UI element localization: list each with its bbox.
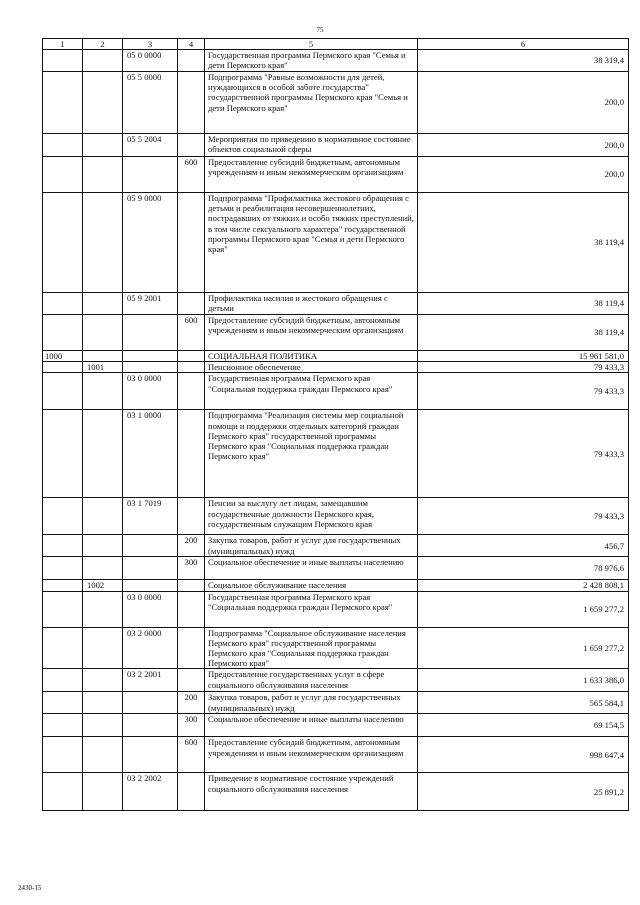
subsection-code [83, 351, 123, 362]
expense-type-code [178, 669, 205, 692]
expense-type-code [178, 193, 205, 293]
subsection-code [83, 50, 123, 72]
amount: 38 119,4 [418, 193, 629, 293]
target-article-code: 05 9 2001 [123, 293, 178, 315]
subsection-code [83, 293, 123, 315]
section-code [43, 373, 83, 410]
expense-type-code: 600 [178, 157, 205, 193]
target-article-code [123, 535, 178, 557]
item-name: Предоставление субсидий бюджетным, автономным учреждениям и иным некоммерческим организациям [205, 737, 418, 773]
item-name: Государственная программа Пермского края "Социальная поддержка граждан Пермского края" [205, 373, 418, 410]
target-article-code: 05 9 0000 [123, 193, 178, 293]
target-article-code: 03 0 0000 [123, 591, 178, 627]
section-code [43, 157, 83, 193]
expense-type-code [178, 410, 205, 498]
budget-table [42, 38, 629, 811]
section-code [43, 669, 83, 692]
item-name: Государственная программа Пермского края "Социальная поддержка граждан Пермского края" [205, 591, 418, 627]
item-name: Закупка товаров, работ и услуг для государственных (муниципальных) нужд [205, 535, 418, 557]
subsection-code [83, 72, 123, 134]
target-article-code: 05 5 0000 [123, 72, 178, 134]
header-col-1: 1 [43, 39, 83, 50]
amount: 456,7 [418, 535, 629, 557]
subsection-code [83, 134, 123, 157]
item-name: Социальное обслуживание населения [205, 580, 418, 591]
subsection-code [83, 591, 123, 627]
amount: 200,0 [418, 157, 629, 193]
table-row [43, 134, 629, 157]
section-code [43, 627, 83, 669]
subsection-code [83, 315, 123, 351]
amount: 79 433,3 [418, 373, 629, 410]
target-article-code [123, 737, 178, 773]
target-article-code: 03 1 0000 [123, 410, 178, 498]
subsection-code [83, 737, 123, 773]
subsection-code [83, 714, 123, 737]
section-code [43, 557, 83, 580]
amount: 38 319,4 [418, 50, 629, 72]
item-name: Предоставление государственных услуг в сфере социального обслуживания населения [205, 669, 418, 692]
table-row [43, 591, 629, 627]
expense-type-code [178, 362, 205, 373]
amount: 200,0 [418, 134, 629, 157]
section-code [43, 134, 83, 157]
section-code [43, 50, 83, 72]
table-row [43, 351, 629, 362]
item-name: Подпрограмма "Равные возможности для детей, нуждающихся в особой заботе государства" государственной программы Пермского края "Семья и дети Пермского края" [205, 72, 418, 134]
item-name: Подпрограмма "Социальное обслуживание населения Пермского края" государственной программы Пермского края "Социальная поддержка граждан Пермского края" [205, 627, 418, 669]
page-number: 75 [316, 26, 324, 34]
target-article-code: 03 0 0000 [123, 373, 178, 410]
expense-type-code [178, 72, 205, 134]
expense-type-code: 600 [178, 737, 205, 773]
amount: 998 647,4 [418, 737, 629, 773]
table-row [43, 157, 629, 193]
item-name: Пенсии за выслугу лет лицам, замещавшим государственные должности Пермского края, государственным служащим Пермского края [205, 498, 418, 535]
section-code [43, 773, 83, 811]
expense-type-code: 300 [178, 714, 205, 737]
subsection-code: 1002 [83, 580, 123, 591]
header-col-4: 4 [178, 39, 205, 50]
amount: 1 659 277,2 [418, 591, 629, 627]
section-code [43, 714, 83, 737]
target-article-code [123, 714, 178, 737]
target-article-code [123, 580, 178, 591]
section-code: 1000 [43, 351, 83, 362]
subsection-code [83, 627, 123, 669]
item-name: Подпрограмма "Профилактика жестокого обращения с детьми и реабилитация несовершеннолетних, пострадавших от тяжких и особо тяжких преступлений, в том числе сексуального характера" государственной программы Пермского края "Семья и дети Пермского края" [205, 193, 418, 293]
table-header-row [43, 39, 629, 50]
item-name: Пенсионное обеспечение [205, 362, 418, 373]
target-article-code [123, 557, 178, 580]
subsection-code [83, 557, 123, 580]
expense-type-code [178, 591, 205, 627]
item-name: Подпрограмма "Реализация системы мер социальной помощи и поддержки отдельных категорий граждан Пермского края" государственной программы Пермского края "Социальная поддержка граждан Пермского края" [205, 410, 418, 498]
target-article-code: 03 2 0000 [123, 627, 178, 669]
section-code [43, 410, 83, 498]
expense-type-code [178, 627, 205, 669]
item-name: Профилактика насилия и жестокого обращения с детьми [205, 293, 418, 315]
amount: 25 891,2 [418, 773, 629, 811]
item-name: Закупка товаров, работ и услуг для государственных (муниципальных) нужд [205, 692, 418, 714]
expense-type-code: 200 [178, 692, 205, 714]
table-row [43, 315, 629, 351]
expense-type-code [178, 351, 205, 362]
table-row [43, 410, 629, 498]
target-article-code: 05 0 0000 [123, 50, 178, 72]
expense-type-code [178, 580, 205, 591]
footer-code: 2430-15 [18, 884, 42, 892]
target-article-code [123, 351, 178, 362]
target-article-code [123, 157, 178, 193]
item-name: Приведение в нормативное состояние учреждений социального обслуживания населения [205, 773, 418, 811]
expense-type-code: 600 [178, 315, 205, 351]
item-name: Предоставление субсидий бюджетным, автономным учреждениям и иным некоммерческим организациям [205, 315, 418, 351]
item-name: СОЦИАЛЬНАЯ ПОЛИТИКА [205, 351, 418, 362]
section-code [43, 362, 83, 373]
table-row [43, 580, 629, 591]
subsection-code [83, 692, 123, 714]
target-article-code [123, 692, 178, 714]
item-name: Социальное обеспечение и иные выплаты населению [205, 714, 418, 737]
subsection-code [83, 157, 123, 193]
amount: 78 976,6 [418, 557, 629, 580]
subsection-code: 1001 [83, 362, 123, 373]
amount: 200,0 [418, 72, 629, 134]
amount: 69 154,5 [418, 714, 629, 737]
section-code [43, 580, 83, 591]
section-code [43, 293, 83, 315]
table-row [43, 627, 629, 669]
target-article-code: 03 2 2002 [123, 773, 178, 811]
section-code [43, 72, 83, 134]
expense-type-code [178, 50, 205, 72]
table-row [43, 773, 629, 811]
subsection-code [83, 669, 123, 692]
item-name: Социальное обеспечение и иные выплаты населению [205, 557, 418, 580]
expense-type-code [178, 293, 205, 315]
subsection-code [83, 410, 123, 498]
amount: 79 433,3 [418, 498, 629, 535]
amount: 79 433,3 [418, 362, 629, 373]
target-article-code [123, 315, 178, 351]
target-article-code [123, 362, 178, 373]
section-code [43, 315, 83, 351]
header-col-2: 2 [83, 39, 123, 50]
target-article-code: 03 2 2001 [123, 669, 178, 692]
section-code [43, 535, 83, 557]
amount: 15 961 581,0 [418, 351, 629, 362]
item-name: Мероприятия по приведению в нормативное состояние объектов социальной сферы [205, 134, 418, 157]
section-code [43, 498, 83, 535]
table-row [43, 535, 629, 557]
expense-type-code: 300 [178, 557, 205, 580]
subsection-code [83, 193, 123, 293]
expense-type-code [178, 373, 205, 410]
table-row [43, 362, 629, 373]
subsection-code [83, 773, 123, 811]
table-row [43, 373, 629, 410]
amount: 2 428 808,1 [418, 580, 629, 591]
table-row [43, 72, 629, 134]
table-row [43, 692, 629, 714]
expense-type-code [178, 773, 205, 811]
subsection-code [83, 498, 123, 535]
item-name: Предоставление субсидий бюджетным, автономным учреждениям и иным некоммерческим организациям [205, 157, 418, 193]
expense-type-code: 200 [178, 535, 205, 557]
section-code [43, 737, 83, 773]
section-code [43, 591, 83, 627]
table-row [43, 714, 629, 737]
expense-type-code [178, 498, 205, 535]
section-code [43, 692, 83, 714]
table-row [43, 50, 629, 72]
amount: 38 119,4 [418, 293, 629, 315]
table-row [43, 498, 629, 535]
section-code [43, 193, 83, 293]
table-row [43, 737, 629, 773]
subsection-code [83, 373, 123, 410]
table-row [43, 669, 629, 692]
item-name: Государственная программа Пермского края "Семья и дети Пермского края" [205, 50, 418, 72]
table-row [43, 293, 629, 315]
target-article-code: 05 5 2004 [123, 134, 178, 157]
amount: 79 433,3 [418, 410, 629, 498]
header-col-6: 6 [418, 39, 629, 50]
target-article-code: 03 1 7019 [123, 498, 178, 535]
amount: 38 119,4 [418, 315, 629, 351]
expense-type-code [178, 134, 205, 157]
subsection-code [83, 535, 123, 557]
amount: 565 584,1 [418, 692, 629, 714]
table-row [43, 193, 629, 293]
amount: 1 633 386,0 [418, 669, 629, 692]
amount: 1 659 277,2 [418, 627, 629, 669]
table-row [43, 557, 629, 580]
header-col-3: 3 [123, 39, 178, 50]
header-col-5: 5 [205, 39, 418, 50]
